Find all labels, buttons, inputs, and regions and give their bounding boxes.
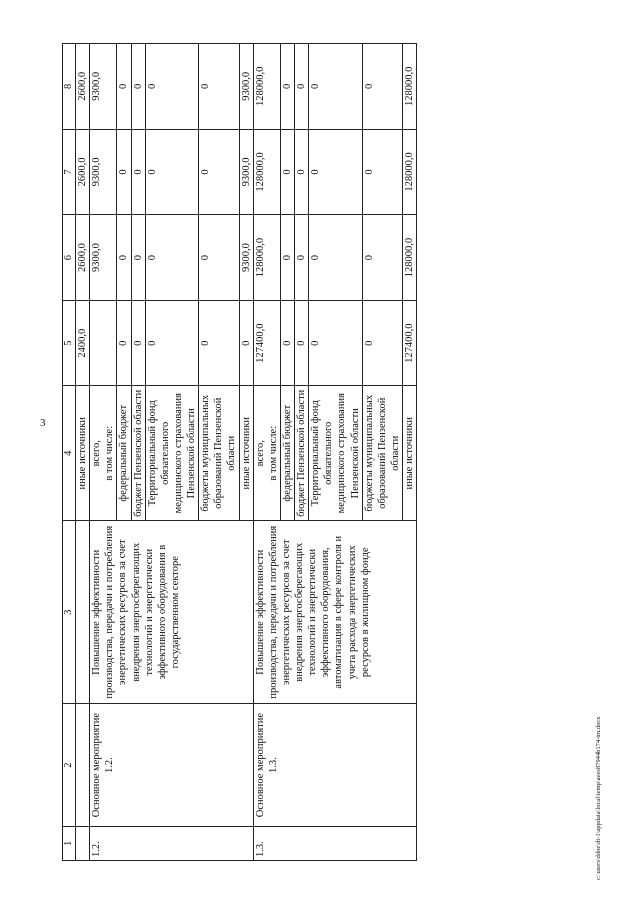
value-cell: 128000,0: [253, 44, 280, 130]
value-cell: 2400,0: [76, 300, 90, 386]
value-cell: 9300,0: [239, 215, 253, 301]
value-cell: 127400,0: [403, 300, 417, 386]
column-number: 4: [63, 386, 76, 521]
column-number: 6: [63, 215, 76, 301]
column-number: 3: [63, 521, 76, 704]
funding-table: [62, 43, 417, 861]
value-cell: 0: [239, 300, 253, 386]
measure-name: Основное мероприятие 1.3.: [253, 704, 417, 826]
value-cell: 0: [280, 129, 294, 215]
value-cell: 128000,0: [403, 44, 417, 130]
value-cell: 128000,0: [403, 129, 417, 215]
table-row: [90, 44, 117, 861]
value-cell: 0: [145, 44, 199, 130]
value-cell: 0: [295, 215, 309, 301]
measure-description: Повышение эффективности производства, передачи и потребления энергетических ресурсов за счет внедрения энергосберегающих технологий и энергетически эффективного оборудования, автоматизация в сфере контроля и учета расхода энергетических ресурсов в жилищном фонде: [253, 521, 417, 704]
value-cell: 0: [199, 44, 239, 130]
value-cell: 0: [309, 300, 363, 386]
value-cell: 0: [145, 129, 199, 215]
source-cell: Территориальный фонд обязательного медицинского страхования Пензенской области: [145, 386, 199, 521]
source-cell: федеральный бюджет: [280, 386, 294, 521]
source-cell: бюджеты муниципальных образований Пензенской области: [362, 386, 402, 521]
table-row: [253, 44, 280, 861]
value-cell: 0: [131, 44, 145, 130]
value-cell: 0: [295, 300, 309, 386]
value-cell: 0: [295, 129, 309, 215]
value-cell: 0: [117, 129, 131, 215]
value-cell: 9300,0: [239, 129, 253, 215]
table-row: [76, 44, 90, 861]
value-cell: 2600,0: [76, 129, 90, 215]
value-cell: 9300,0: [90, 44, 117, 130]
value-cell: 0: [145, 215, 199, 301]
value-cell: 0: [145, 300, 199, 386]
value-cell: 2600,0: [76, 215, 90, 301]
value-cell: 128000,0: [403, 215, 417, 301]
value-cell: 0: [131, 129, 145, 215]
value-cell: 0: [362, 129, 402, 215]
value-cell: 0: [199, 300, 239, 386]
column-number: 1: [63, 826, 76, 860]
measure-name: Основное мероприятие 1.2.: [90, 704, 254, 826]
source-cell: бюджет Пензенской области: [131, 386, 145, 521]
source-cell: Территориальный фонд обязательного медицинского страхования Пензенской области: [309, 386, 363, 521]
value-cell: 127400,0: [253, 300, 280, 386]
value-cell: 0: [280, 215, 294, 301]
value-cell: 0: [295, 44, 309, 130]
value-cell: 0: [280, 300, 294, 386]
rotated-table-container: [62, 43, 622, 861]
value-cell: 0: [362, 215, 402, 301]
column-number: 8: [63, 44, 76, 130]
value-cell: 0: [117, 300, 131, 386]
measure-description: Повышение эффективности производства, передачи и потребления энергетических ресурсов за счет внедрения энергосберегающих технологий и энергетически эффективного оборудования в государственном секторе: [90, 521, 254, 704]
source-cell: иные источники: [403, 386, 417, 521]
value-cell: 0: [131, 215, 145, 301]
measure-id: 1.3.: [253, 826, 417, 860]
source-cell: [253, 386, 280, 521]
value-cell: 128000,0: [253, 215, 280, 301]
source-cell: иные источники: [239, 386, 253, 521]
column-number: 7: [63, 129, 76, 215]
column-number: 5: [63, 300, 76, 386]
column-number: 2: [63, 704, 76, 826]
value-cell: 0: [131, 300, 145, 386]
source-cell: бюджет Пензенской области: [295, 386, 309, 521]
measure-id: 1.2.: [90, 826, 254, 860]
value-cell: 0: [117, 215, 131, 301]
source-cell: бюджеты муниципальных образований Пензенской области: [199, 386, 239, 521]
source-including: в том числе:: [104, 425, 116, 481]
value-cell: 2600,0: [76, 44, 90, 130]
value-cell: 0: [309, 129, 363, 215]
source-cell: [90, 386, 117, 521]
file-path-footer: c:\users\ddoe\dt-1\appdata\local\temp\aees87944b174-tm.docx: [595, 716, 602, 880]
value-cell: [90, 300, 117, 386]
source-total: всего,: [91, 440, 103, 467]
value-cell: 0: [309, 44, 363, 130]
value-cell: 0: [117, 44, 131, 130]
value-cell: 0: [362, 300, 402, 386]
value-cell: 0: [280, 44, 294, 130]
value-cell: 9300,0: [90, 215, 117, 301]
source-cell: федеральный бюджет: [117, 386, 131, 521]
source-cell: иные источники: [76, 386, 90, 521]
value-cell: 0: [199, 129, 239, 215]
value-cell: 128000,0: [253, 129, 280, 215]
value-cell: 9300,0: [90, 129, 117, 215]
value-cell: 9300,0: [239, 44, 253, 130]
value-cell: 0: [362, 44, 402, 130]
source-total: всего,: [254, 440, 266, 467]
value-cell: 0: [199, 215, 239, 301]
page-number: 3: [40, 417, 46, 429]
value-cell: 0: [309, 215, 363, 301]
column-number-row: [63, 44, 76, 861]
source-including: в том числе:: [267, 425, 279, 481]
